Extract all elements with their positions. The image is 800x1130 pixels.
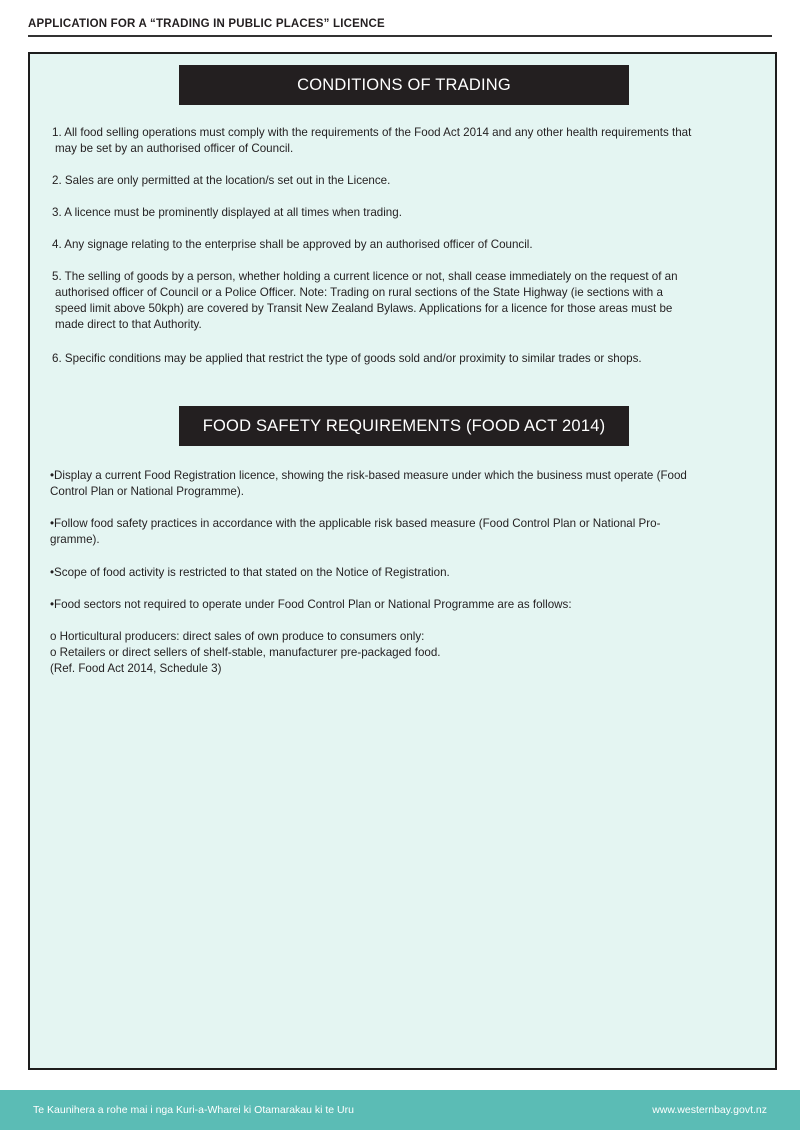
food-safety-item xyxy=(50,516,660,548)
food-safety-item xyxy=(50,565,450,581)
text-line: •Follow food safety practices in accordance with the applicable risk based measure (Food Control Plan or National Pro- xyxy=(50,517,661,530)
text-line: made direct to that Authority. xyxy=(55,318,202,331)
footer xyxy=(0,1090,800,1130)
text-line: 2. Sales are only permitted at the location/s set out in the Licence. xyxy=(52,174,391,187)
text-line: speed limit above 50kph) are covered by Transit New Zealand Bylaws. Applications for a licence for those areas must be xyxy=(55,302,673,315)
food-safety-item xyxy=(50,468,687,500)
text-line: o Horticultural producers: direct sales of own produce to consumers only: xyxy=(50,630,425,643)
conditions-panel xyxy=(28,52,777,1070)
text-line: Control Plan or National Programme). xyxy=(50,485,244,498)
condition-item xyxy=(52,205,402,221)
footer-website[interactable]: www.westernbay.govt.nz xyxy=(652,1104,767,1116)
food-safety-item xyxy=(50,629,441,677)
title-divider xyxy=(28,35,772,37)
food-safety-heading: FOOD SAFETY REQUIREMENTS (FOOD ACT 2014) xyxy=(179,406,629,446)
food-safety-item xyxy=(50,597,572,613)
text-line: o Retailers or direct sellers of shelf-stable, manufacturer pre-packaged food. xyxy=(50,646,441,659)
condition-item xyxy=(52,351,642,367)
text-line: may be set by an authorised officer of Council. xyxy=(55,142,294,155)
conditions-heading: CONDITIONS OF TRADING xyxy=(179,65,629,105)
text-line: gramme). xyxy=(50,533,100,546)
document-title: APPLICATION FOR A “TRADING IN PUBLIC PLACES” LICENCE xyxy=(28,18,385,30)
text-line: 5. The selling of goods by a person, whether holding a current licence or not, shall cease immediately on the request of an xyxy=(52,270,678,283)
condition-item xyxy=(52,173,390,189)
text-line: •Display a current Food Registration licence, showing the risk-based measure under which the business must operate (Food xyxy=(50,469,687,482)
condition-item xyxy=(52,237,533,253)
text-line: (Ref. Food Act 2014, Schedule 3) xyxy=(50,662,222,675)
text-line: 3. A licence must be prominently displayed at all times when trading. xyxy=(52,206,402,219)
text-line: 6. Specific conditions may be applied that restrict the type of goods sold and/or proximity to similar trades or shops. xyxy=(52,352,642,365)
text-line: •Scope of food activity is restricted to that stated on the Notice of Registration. xyxy=(50,566,450,579)
text-line: 1. All food selling operations must comply with the requirements of the Food Act 2014 and any other health requirements that xyxy=(52,126,692,139)
condition-item xyxy=(52,125,691,157)
condition-item xyxy=(52,269,678,333)
text-line: 4. Any signage relating to the enterprise shall be approved by an authorised officer of Council. xyxy=(52,238,533,251)
text-line: authorised officer of Council or a Police Officer. Note: Trading on rural sections of the State Highway (ie sections with a xyxy=(55,286,663,299)
text-line: •Food sectors not required to operate under Food Control Plan or National Programme are as follows: xyxy=(50,598,572,611)
footer-tagline: Te Kaunihera a rohe mai i nga Kuri-a-Wharei ki Otamarakau ki te Uru xyxy=(33,1104,354,1116)
